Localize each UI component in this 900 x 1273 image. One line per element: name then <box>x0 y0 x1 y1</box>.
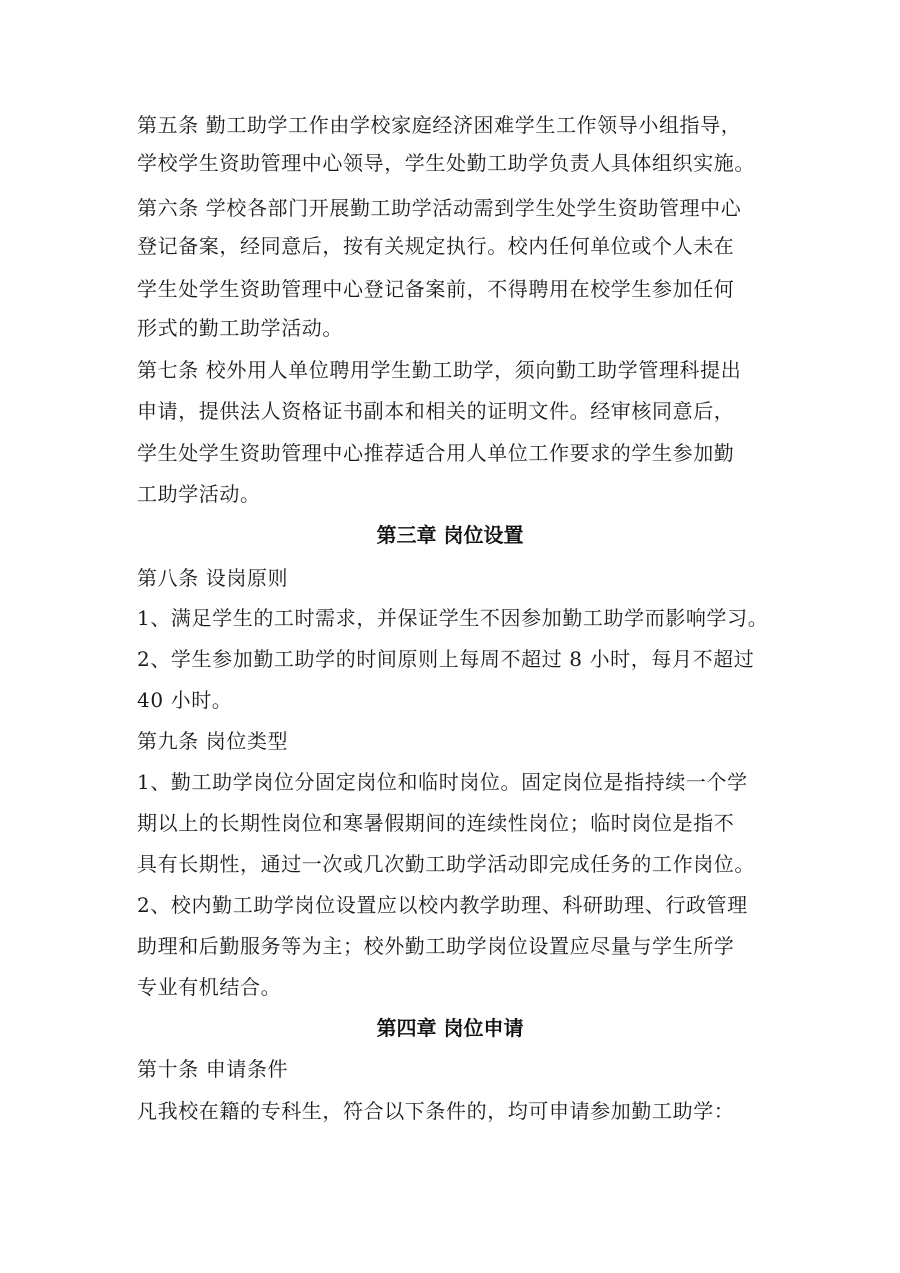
article-5-line-2: 学校学生资助管理中心领导，学生处勤工助学负责人具体组织实施。 <box>137 151 755 175</box>
article-9-item-1-line-2: 期以上的长期性岗位和寒暑假期间的连续性岗位；临时岗位是指不 <box>137 811 735 835</box>
article-9-item-2-line-3: 专业有机结合。 <box>137 975 282 999</box>
article-5-line-1: 第五条 勤工助学工作由学校家庭经济困难学生工作领导小组指导， <box>137 113 742 137</box>
article-7-line-4: 工助学活动。 <box>137 482 261 506</box>
chapter-3-heading: 第三章 岗位设置 <box>376 523 524 547</box>
article-7-line-2: 申请，提供法人资格证书副本和相关的证明文件。经审核同意后， <box>137 399 735 423</box>
article-9-title: 第九条 岗位类型 <box>137 729 289 753</box>
article-6-line-3: 学生处学生资助管理中心登记备案前，不得聘用在校学生参加任何 <box>137 277 735 301</box>
article-6-line-1: 第六条 学校各部门开展勤工助学活动需到学生处学生资助管理中心 <box>137 196 742 220</box>
article-9-item-2-line-1: 2、校内勤工助学岗位设置应以校内教学助理、科研助理、行政管理 <box>137 893 748 917</box>
article-10-title: 第十条 申请条件 <box>137 1057 289 1081</box>
article-9-item-2-line-2: 助理和后勤服务等为主；校外勤工助学岗位设置应尽量与学生所学 <box>137 934 735 958</box>
chapter-4-heading: 第四章 岗位申请 <box>376 1016 524 1040</box>
article-7-line-3: 学生处学生资助管理中心推荐适合用人单位工作要求的学生参加勤 <box>137 441 735 465</box>
article-10-intro: 凡我校在籍的专科生，符合以下条件的，均可申请参加勤工助学： <box>137 1099 735 1123</box>
article-8-title: 第八条 设岗原则 <box>137 566 289 590</box>
article-9-item-1-line-3: 具有长期性，通过一次或几次勤工助学活动即完成任务的工作岗位。 <box>137 852 755 876</box>
article-7-line-1: 第七条 校外用人单位聘用学生勤工助学，须向勤工助学管理科提出 <box>137 358 742 382</box>
article-6-line-4: 形式的勤工助学活动。 <box>137 316 343 340</box>
article-8-item-2-line-1: 2、学生参加勤工助学的时间原则上每周不超过 8 小时，每月不超过 <box>137 647 755 671</box>
article-8-item-2-line-2: 40 小时。 <box>137 688 233 712</box>
article-9-item-1-line-1: 1、勤工助学岗位分固定岗位和临时岗位。固定岗位是指持续一个学 <box>137 770 748 794</box>
article-8-item-1: 1、满足学生的工时需求，并保证学生不因参加勤工助学而影响学习。 <box>137 606 769 630</box>
article-6-line-2: 登记备案，经同意后，按有关规定执行。校内任何单位或个人未在 <box>137 234 735 258</box>
